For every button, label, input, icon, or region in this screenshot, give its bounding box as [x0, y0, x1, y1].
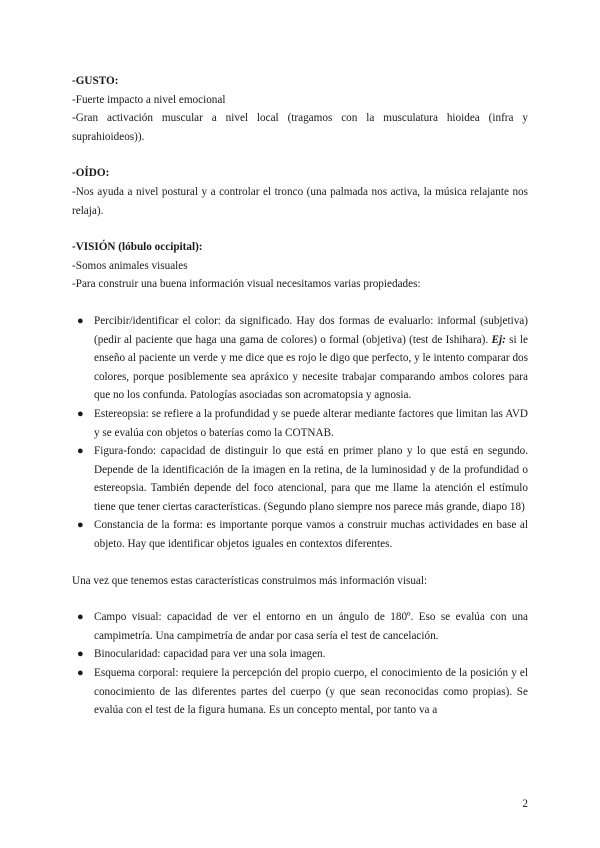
more-info-list: [72, 608, 528, 720]
gusto-line-1: -Fuerte impacto a nivel emocional: [72, 93, 226, 106]
bullet-glyph: ●: [77, 611, 84, 624]
list-item-text: Percibir/identificar el color: da significado. Hay dos formas de evaluarlo: informal (subjetiva) (pedir al paciente que haga una gama de colores) o formal (objetiva) (test de Ishihara).: [94, 314, 528, 346]
list-item-binocularidad: [72, 645, 528, 664]
list-item-text: Estereopsia: se refiere a la profundidad y se puede alterar mediante factores que limitan las AVD y se evalúa con objetos o baterías como la COTNAB.: [94, 407, 528, 439]
heading-gusto: -GUSTO:: [72, 75, 119, 87]
bullet-glyph: ●: [77, 519, 84, 532]
example-label: Ej:: [491, 333, 506, 346]
section-vision: [72, 238, 528, 554]
list-item-text: Figura-fondo: capacidad de distinguir lo que está en primer plano y lo que está en segundo. Depende de la identificación de la imagen en la retina, de la luminosidad y de la profundidad o estereopsia. También depende del foco atencional, para que me llame la atención el estímulo tiene que tener ciertas características. (Segundo plano siempre nos parece más grande, diapo 18): [94, 445, 528, 513]
vision-properties-list: [72, 312, 528, 554]
list-item-estereopsia: [72, 405, 528, 442]
list-item-text-cont: si le enseño al paciente un verde y me dice que es rojo le digo que perfecto, y le intento comparar dos colores, porque posiblemente sea apráxico y necesite trabajar comparando ambos colores para que no los confunda. Patologías asociadas son acromatopsia y agnosia.: [94, 333, 528, 402]
list-item-campo-visual: [72, 608, 528, 645]
vision-line-2: -Para construir una buena información visual necesitamos varias propiedades:: [72, 278, 421, 291]
bullet-glyph: ●: [77, 314, 84, 327]
page-number: 2: [522, 798, 528, 810]
heading-oido: -OÍDO:: [72, 167, 110, 180]
list-item-text: Constancia de la forma: es importante porque vamos a construir muchas actividades en base al objeto. Hay que identificar objetos iguales en contextos diferentes.: [94, 519, 528, 551]
gusto-line-2: -Gran activación muscular a nivel local (tragamos con la musculatura hioidea (infra y suprahioideos)).: [72, 112, 528, 143]
bullet-glyph: ●: [77, 667, 84, 680]
bullet-glyph: ●: [77, 648, 84, 661]
list-item-text: Campo visual: capacidad de ver el entorno en un ángulo de 180º. Eso se evalúa con una campimetría. Una campimetría de andar por casa sería el test de cancelación.: [94, 611, 528, 642]
list-item-constancia: [72, 516, 528, 553]
list-item-text: Esquema corporal: requiere la percepción del propio cuerpo, el conocimiento de la posición y el conocimiento de las diferentes partes del cuerpo (y que sean reconocidas como propias). Se evalúa con el test de la figura humana. Es un concepto mental, por tanto va a: [94, 667, 528, 717]
list-item-text: Binocularidad: capacidad para ver una sola imagen.: [94, 648, 326, 661]
list-item-color: [72, 312, 528, 405]
vision-line-1: -Somos animales visuales: [72, 259, 188, 272]
list-item-figura-fondo: [72, 442, 528, 516]
page-content: [72, 72, 528, 738]
list-item-esquema-corporal: [72, 664, 528, 720]
more-info-intro: Una vez que tenemos estas características construimos más información visual:: [72, 574, 428, 587]
bullet-glyph: ●: [77, 407, 84, 420]
section-oido: [72, 164, 528, 220]
heading-vision: -VISIÓN (lóbulo occipital):: [72, 241, 203, 254]
bullet-glyph: ●: [77, 445, 84, 458]
oido-line-1: -Nos ayuda a nivel postural y a controlar el tronco (una palmada nos activa, la música relajante nos relaja).: [72, 185, 528, 217]
section-gusto: [72, 72, 528, 146]
